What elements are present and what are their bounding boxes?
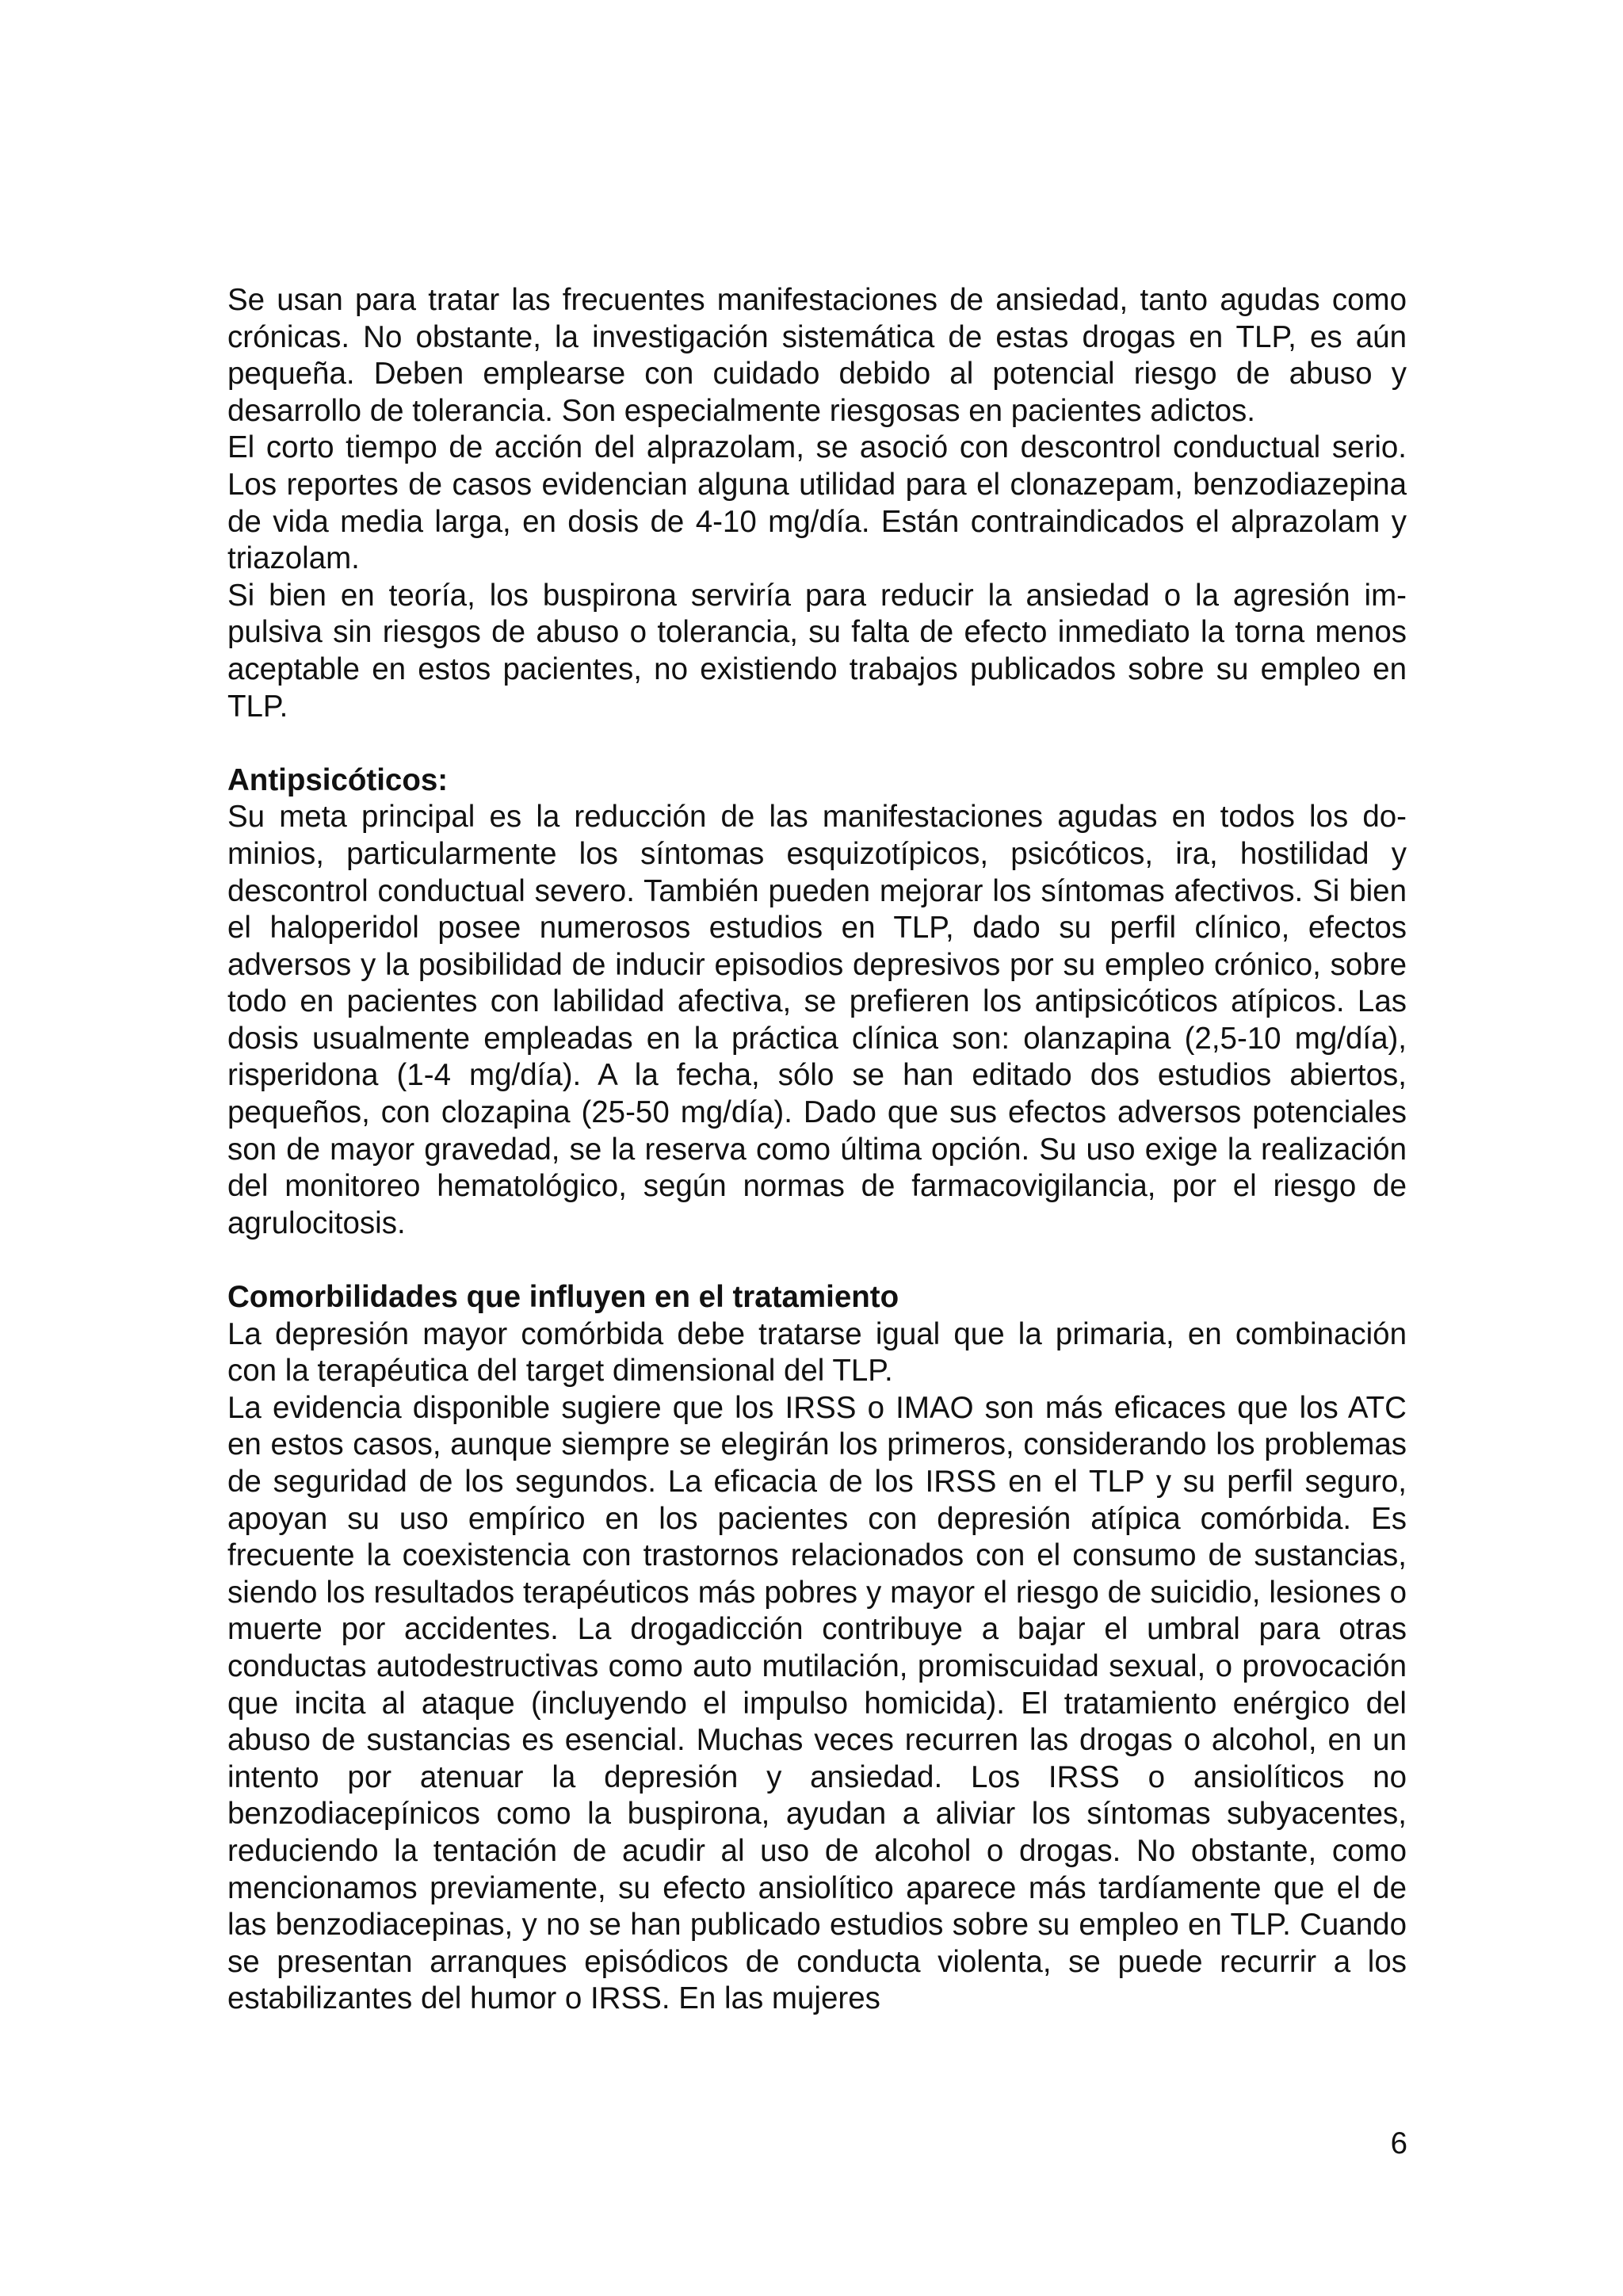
heading-antipsicoticos: Antipsicóticos: [227,762,449,797]
section-gap [227,725,1407,762]
section-gap [227,1242,1407,1279]
paragraph-ansioliticos-1: Se usan para tratar las frecuentes manifestaciones de ansiedad, tanto agudas como crónicas. No obstante, la investigación sistemática de estas drogas en TLP, es aún pequeña. Deben emplearse con cuidado debido al potencial riesgo de abuso y desarrollo de tolerancia. Son especialmente riesgosas en pacientes adictos. [227,283,1407,428]
heading-comorbilidades: Comorbilidades que influyen en el tratamiento [227,1280,899,1315]
page-number: 6 [1390,2126,1407,2160]
paragraph-evidencia: La evidencia disponible sugiere que los IRSS o IMAO son más eficaces que los ATC en estos casos, aunque siempre se elegirán los primeros, considerando los problemas de seguridad de los segundos. La eficacia de los IRSS en el TLP y su perfil seguro, apoyan su uso empírico en los pacientes con depresión atípica comórbida. Es frecuente la coexistencia con trastornos relacionados con el consumo de sustancias, siendo los resultados terapéuticos más pobres y mayor el riesgo de suicidio, lesiones o muerte por accidentes. La drogadicción contribuye a bajar el umbral para otras conductas autodestructivas como auto mutilación, promiscuidad sexual, o provocación que incita al ataque (incluyendo el impulso homicida). El tratamiento enérgico del abuso de sustancias es esencial. Muchas veces recurren las drogas o alcohol, en un intento por atenuar la depresión y ansiedad. Los IRSS o ansiolíticos no benzodiacepínicos como la buspirona, ayudan a aliviar los síntomas subyacentes, reduciendo la tentación de acudir al uso de alcohol o drogas. No obstante, como mencionamos previamente, su efecto ansiolítico aparece más tardíamente que el de las benzodiacepinas, y no se han publicado estudios sobre su empleo en TLP. Cuando se presentan arranques episódicos de conducta violenta, se puede recurrir a los estabilizantes del humor o IRSS. En las mujeres [227,1390,1407,2016]
paragraph-buspirona: Si bien en teoría, los buspirona serviría para reducir la ansiedad o la agresión impulsiva sin riesgos de abuso o tolerancia, su falta de efecto inmediato la torna menos aceptable en estos pacientes, no existiendo trabajos publicados sobre su empleo en TLP. [227,578,1407,724]
paragraph-antipsicoticos: Su meta principal es la reducción de las manifestaciones agudas en todos los dominios, particularmente los síntomas esquizotípicos, psicóticos, ira, hostilidad y descontrol conductual severo. También pueden mejorar los síntomas afectivos. Si bien el haloperidol posee numerosos estudios en TLP, dado su perfil clínico, efectos adversos y la posibilidad de inducir episodios depresivos por su empleo crónico, sobre todo en pacientes con labilidad afectiva, se prefieren los antipsicóticos atípicos. Las dosis usualmente empleadas en la práctica clínica son: olanzapina (2,5-10 mg/día), risperidona (1-4 mg/día). A la fecha, sólo se han editado dos estudios abiertos, pequeños, con clozapina (25-50 mg/día). Dado que sus efectos adversos potenciales son de mayor gravedad, se la reserva como última opción. Su uso exige la realización del monitoreo hematológico, según normas de farmacovigilancia, por el riesgo de agrulocitosis. [227,800,1407,1240]
paragraph-depresion-mayor: La depresión mayor comórbida debe tratarse igual que la primaria, en combinación con la terapéutica del target dimensional del TLP. [227,1316,1407,1389]
page-body [227,282,1407,2018]
paragraph-ansioliticos-2: El corto tiempo de acción del alprazolam, se asoció con descontrol conductual serio. Los reportes de casos evidencian alguna utilidad para el clonazepam, benzodiazepina de vida media larga, en dosis de 4-10 mg/día. Están contraindicados el alprazolam y triazolam. [227,430,1407,576]
